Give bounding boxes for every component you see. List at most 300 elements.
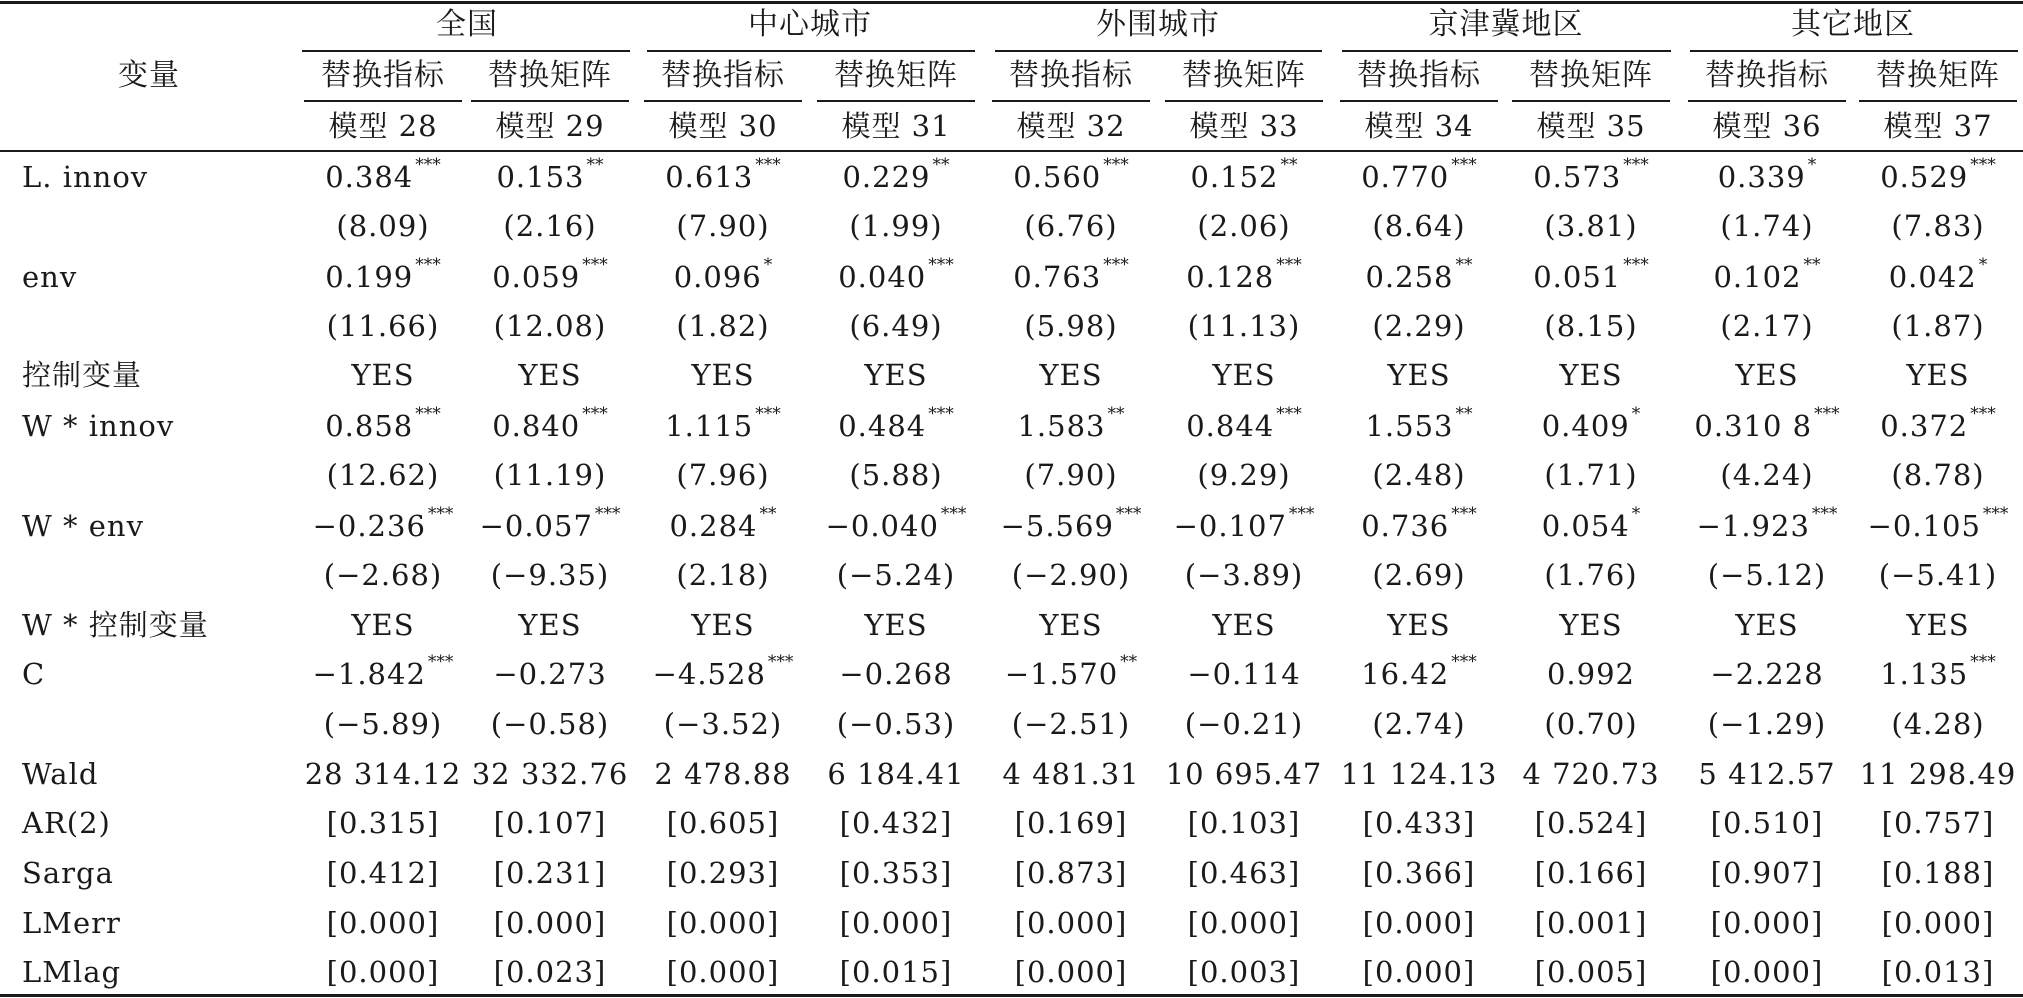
table-cell-value: [0.000] (1014, 955, 1128, 989)
table-cell-value: (7.90) (676, 209, 770, 243)
table-cell (1542, 501, 1641, 551)
table-cell-value: (7.96) (676, 458, 770, 492)
row-label (22, 152, 148, 202)
row-label-value: W * env (22, 509, 144, 543)
table-cell-value: YES (518, 358, 582, 392)
table-cell-value: YES (1387, 608, 1451, 642)
table-cell (1185, 550, 1304, 600)
table-cell-value: 0.096 (673, 260, 762, 294)
table-cell-value: (1.74) (1720, 209, 1814, 243)
subgroup-header-value: 替换指标 (1357, 58, 1481, 93)
group-header-value: 中心城市 (748, 7, 872, 42)
table-cell (654, 749, 791, 799)
table-cell (676, 450, 769, 500)
table-cell (1880, 152, 1996, 202)
table-cell-value: [0.463] (1187, 856, 1301, 890)
table-cell-value: 11 298.49 (1859, 757, 2017, 791)
row-label-value: W * 控制变量 (22, 608, 209, 642)
subgroup-header (1182, 51, 1306, 101)
table-cell (1185, 699, 1304, 749)
table-cell (327, 898, 440, 948)
table-cell (1387, 350, 1450, 400)
subgroup-header (488, 51, 612, 101)
table-cell-value: 0.153 (496, 160, 585, 194)
table-cell-value: (−9.35) (490, 558, 610, 592)
table-cell (665, 401, 781, 451)
table-cell (472, 749, 629, 799)
table-cell-value: 16.42 (1361, 657, 1450, 691)
significance-stars: * (1631, 404, 1641, 424)
table-cell (667, 848, 780, 898)
model-header-value: 模型 35 (1536, 109, 1646, 143)
table-cell-value: [0.003] (1187, 955, 1301, 989)
table-cell-value: [0.605] (666, 806, 780, 840)
table-cell-value: (2.06) (1197, 209, 1291, 243)
significance-stars: *** (415, 155, 441, 175)
table-cell (327, 450, 440, 500)
table-cell (691, 350, 754, 400)
significance-stars: *** (1970, 652, 1996, 672)
table-cell-value: (1.71) (1544, 458, 1638, 492)
table-cell (826, 501, 967, 551)
table-cell-value: (−5.12) (1707, 558, 1827, 592)
table-cell-value: 0.384 (325, 160, 414, 194)
table-cell-value: (9.29) (1197, 458, 1291, 492)
significance-stars: * (1978, 255, 1988, 275)
table-cell-value: [0.015] (839, 955, 953, 989)
table-cell (1559, 350, 1622, 400)
table-cell (1001, 501, 1142, 551)
table-cell-value: [0.000] (1014, 906, 1128, 940)
model-header-value: 模型 31 (841, 109, 951, 143)
table-cell-value: 0.844 (1186, 409, 1275, 443)
table-top-rule (0, 1, 2023, 4)
table-cell-value: 0.284 (669, 509, 758, 543)
table-cell (324, 550, 443, 600)
table-cell-value: [0.107] (493, 806, 607, 840)
row-label (22, 350, 142, 400)
table-cell-value: −0.273 (493, 657, 607, 691)
group-header (1429, 0, 1584, 50)
significance-stars: *** (594, 504, 621, 524)
table-cell (1891, 450, 1984, 500)
subgroup-header (1529, 51, 1653, 101)
table-cell (325, 252, 441, 302)
table-cell (1188, 301, 1301, 351)
significance-stars: *** (755, 404, 781, 424)
model-header (328, 101, 437, 151)
table-cell (840, 848, 953, 898)
table-cell (653, 649, 794, 699)
table-cell-value: (7.83) (1891, 209, 1985, 243)
significance-stars: *** (427, 652, 454, 672)
table-cell (1212, 350, 1275, 400)
table-cell (1372, 550, 1465, 600)
significance-stars: *** (427, 504, 454, 524)
table-cell (494, 301, 607, 351)
subgroup-header-value: 替换指标 (1009, 58, 1133, 93)
model-header (1712, 101, 1821, 151)
table-cell-value: (4.24) (1720, 458, 1814, 492)
table-cell (1372, 301, 1465, 351)
table-cell (324, 699, 443, 749)
row-label (22, 848, 114, 898)
table-cell (1365, 252, 1472, 302)
subgroup-header-value: 替换指标 (1705, 58, 1829, 93)
subgroup-header-value: 替换矩阵 (1529, 58, 1653, 93)
row-label (22, 749, 98, 799)
significance-stars: ** (1280, 155, 1298, 175)
significance-stars: *** (1103, 155, 1129, 175)
table-cell (1533, 252, 1649, 302)
row-label (22, 501, 144, 551)
table-cell (1697, 501, 1838, 551)
table-cell-value: YES (1735, 358, 1799, 392)
table-cell (1188, 848, 1301, 898)
table-cell (1708, 550, 1827, 600)
subgroup-header (1009, 51, 1133, 101)
table-cell (1535, 798, 1648, 848)
table-cell (1039, 350, 1102, 400)
table-cell-value: 0.199 (325, 260, 414, 294)
table-cell-value: [0.231] (493, 856, 607, 890)
table-cell-value: 1.553 (1365, 409, 1454, 443)
table-cell (1544, 201, 1637, 251)
table-cell (1720, 301, 1813, 351)
table-cell (1190, 152, 1297, 202)
significance-stars: ** (759, 504, 777, 524)
table-cell-value: [0.166] (1534, 856, 1648, 890)
table-cell-value: (−5.89) (323, 707, 443, 741)
significance-stars: ** (1455, 255, 1473, 275)
significance-stars: *** (1451, 652, 1477, 672)
table-cell-value: 0.840 (492, 409, 581, 443)
table-cell-value: −4.528 (652, 657, 766, 691)
table-cell-value: [0.000] (326, 955, 440, 989)
table-cell-value: [0.000] (1362, 955, 1476, 989)
row-label (22, 947, 121, 997)
table-cell-value: [0.000] (1881, 906, 1995, 940)
significance-stars: *** (1811, 504, 1838, 524)
table-cell (518, 350, 581, 400)
table-cell (1542, 401, 1641, 451)
table-cell (1535, 947, 1648, 997)
table-cell (1711, 848, 1824, 898)
table-cell (351, 350, 414, 400)
table-cell-value: [0.433] (1362, 806, 1476, 840)
table-cell-value: −5.569 (1000, 509, 1114, 543)
table-cell-value: (−0.53) (836, 707, 956, 741)
table-cell (837, 699, 956, 749)
table-cell (327, 947, 440, 997)
table-cell (1363, 898, 1476, 948)
table-cell (838, 252, 954, 302)
subgroup-header-value: 替换指标 (661, 58, 785, 93)
table-cell (494, 848, 607, 898)
table-cell (492, 252, 608, 302)
table-cell (1187, 649, 1300, 699)
significance-stars: *** (1623, 255, 1649, 275)
table-cell-value: 1.115 (665, 409, 754, 443)
table-cell (1188, 798, 1301, 848)
table-cell (1544, 699, 1637, 749)
table-cell-value: 0.054 (1541, 509, 1630, 543)
table-cell (1720, 450, 1813, 500)
table-cell (1188, 947, 1301, 997)
row-label-value: env (22, 260, 78, 294)
table-cell-value: YES (1906, 358, 1970, 392)
table-cell-value: [0.873] (1014, 856, 1128, 890)
table-cell-value: 0.560 (1013, 160, 1102, 194)
table-cell-value: (12.62) (326, 458, 440, 492)
table-cell (1015, 798, 1128, 848)
table-cell-value: 0.409 (1541, 409, 1630, 443)
table-cell-value: (8.15) (1544, 309, 1638, 343)
table-cell-value: [0.023] (493, 955, 607, 989)
table-cell (667, 798, 780, 848)
table-cell (1015, 848, 1128, 898)
table-cell (336, 201, 429, 251)
table-cell-value: 5 412.57 (1698, 757, 1836, 791)
group-header-value: 外围城市 (1096, 7, 1220, 42)
significance-stars: *** (1276, 404, 1302, 424)
table-cell (494, 798, 607, 848)
table-cell-value: 2 478.88 (654, 757, 792, 791)
table-cell-value: −0.040 (825, 509, 939, 543)
table-cell-value: (5.98) (1024, 309, 1118, 343)
table-cell (1372, 699, 1465, 749)
table-cell-value: 0.059 (492, 260, 581, 294)
table-cell (518, 600, 581, 650)
table-cell-value: [0.013] (1881, 955, 1995, 989)
table-cell (313, 501, 454, 551)
table-cell-value: 0.529 (1880, 160, 1969, 194)
row-label-value: LMerr (22, 906, 121, 940)
table-cell (1013, 252, 1129, 302)
table-cell-value: 0.102 (1713, 260, 1802, 294)
table-cell-value: (3.81) (1544, 209, 1638, 243)
subgroup-header-value: 替换矩阵 (834, 58, 958, 93)
subgroup-header (661, 51, 785, 101)
table-cell-value: −0.057 (479, 509, 593, 543)
table-cell (1535, 898, 1648, 948)
table-cell-value: YES (1039, 358, 1103, 392)
table-cell-value: 1.135 (1880, 657, 1969, 691)
table-cell-value: 28 314.12 (304, 757, 462, 791)
table-cell-value: (2.29) (1372, 309, 1466, 343)
table-cell-value: 0.051 (1533, 260, 1622, 294)
table-cell (1533, 152, 1649, 202)
table-cell-value: −0.236 (312, 509, 426, 543)
table-cell (1891, 301, 1984, 351)
table-cell (480, 501, 621, 551)
significance-stars: *** (1276, 255, 1302, 275)
table-cell (1365, 401, 1472, 451)
table-cell (327, 798, 440, 848)
table-cell (493, 649, 606, 699)
model-header-value: 模型 33 (1189, 109, 1299, 143)
significance-stars: *** (928, 404, 954, 424)
table-cell (1535, 848, 1648, 898)
table-cell-value: (2.17) (1720, 309, 1814, 343)
table-cell (840, 798, 953, 848)
model-header (495, 101, 604, 151)
significance-stars: *** (1623, 155, 1649, 175)
subgroup-header-value: 替换矩阵 (488, 58, 612, 93)
table-cell-value: [0.000] (1710, 955, 1824, 989)
table-cell (325, 401, 441, 451)
table-cell (674, 252, 773, 302)
significance-stars: *** (1451, 504, 1477, 524)
model-header-value: 模型 28 (328, 109, 438, 143)
table-cell-value: (−2.90) (1011, 558, 1131, 592)
model-header (1536, 101, 1645, 151)
table-cell (1868, 501, 2009, 551)
table-cell-value: 11 124.13 (1340, 757, 1498, 791)
table-cell-value: (−0.58) (490, 707, 610, 741)
table-cell (827, 749, 964, 799)
table-cell (1713, 252, 1820, 302)
table-cell (1735, 350, 1798, 400)
significance-stars: *** (582, 404, 608, 424)
table-cell-value: (−5.41) (1878, 558, 1998, 592)
significance-stars: * (763, 255, 773, 275)
table-cell-value: (11.13) (1187, 309, 1301, 343)
table-cell-value: (−3.52) (663, 707, 783, 741)
significance-stars: ** (1803, 255, 1821, 275)
table-cell (1860, 749, 2017, 799)
table-cell (491, 550, 610, 600)
table-cell-value: −1.923 (1696, 509, 1810, 543)
table-cell-value: [0.757] (1881, 806, 1995, 840)
row-label (22, 252, 77, 302)
group-header-value: 其它地区 (1791, 7, 1915, 42)
table-cell-value: [0.315] (326, 806, 440, 840)
table-cell-value: (2.48) (1372, 458, 1466, 492)
table-cell (1341, 749, 1498, 799)
table-cell-value: YES (351, 608, 415, 642)
table-cell (1882, 798, 1995, 848)
table-cell (1906, 600, 1969, 650)
table-cell (1387, 600, 1450, 650)
table-cell (676, 201, 769, 251)
table-cell-value: 0.858 (325, 409, 414, 443)
group-header-value: 全国 (436, 7, 498, 42)
table-cell (1024, 450, 1117, 500)
group-header (1096, 0, 1220, 50)
table-cell (1711, 947, 1824, 997)
table-cell-value: (6.76) (1024, 209, 1118, 243)
table-cell-value: YES (1039, 608, 1103, 642)
table-cell-value: 0.372 (1880, 409, 1969, 443)
table-cell (1547, 649, 1635, 699)
table-cell-value: YES (351, 358, 415, 392)
subgroup-header-value: 替换矩阵 (1182, 58, 1306, 93)
table-cell-value: (−1.29) (1707, 707, 1827, 741)
table-cell-value: (1.82) (676, 309, 770, 343)
table-cell (351, 600, 414, 650)
table-cell (494, 898, 607, 948)
table-cell (1880, 401, 1996, 451)
table-cell-value: (6.49) (849, 309, 943, 343)
table-cell (1544, 301, 1637, 351)
table-cell-value: YES (1906, 608, 1970, 642)
significance-stars: *** (1982, 504, 2009, 524)
table-cell-value: [0.188] (1881, 856, 1995, 890)
table-cell (838, 401, 954, 451)
significance-stars: *** (1970, 404, 1996, 424)
model-header (1364, 101, 1473, 151)
table-cell-value: −0.268 (839, 657, 953, 691)
significance-stars: *** (767, 652, 794, 672)
table-cell (665, 152, 781, 202)
table-cell (496, 152, 603, 202)
table-cell (503, 201, 596, 251)
significance-stars: *** (928, 255, 954, 275)
table-cell-value: [0.293] (666, 856, 780, 890)
table-cell-value: YES (864, 358, 928, 392)
table-cell (667, 898, 780, 948)
model-header-value: 模型 30 (668, 109, 778, 143)
significance-stars: *** (940, 504, 967, 524)
table-cell-value: [0.366] (1362, 856, 1476, 890)
table-cell-value: 0.128 (1186, 260, 1275, 294)
table-cell (1372, 450, 1465, 500)
table-cell-value: 0.763 (1013, 260, 1102, 294)
model-header (841, 101, 950, 151)
table-cell (1711, 798, 1824, 848)
table-cell-value: 0.339 (1717, 160, 1806, 194)
table-cell (1906, 350, 1969, 400)
row-label (22, 798, 111, 848)
table-cell-value: −0.114 (1187, 657, 1301, 691)
table-cell-value: (−0.21) (1184, 707, 1304, 741)
table-cell-value: 0.229 (842, 160, 931, 194)
group-header (436, 0, 498, 50)
table-cell (864, 600, 927, 650)
table-cell (1039, 600, 1102, 650)
table-cell-value: YES (1212, 358, 1276, 392)
table-cell-value: −0.107 (1173, 509, 1287, 543)
table-cell (325, 152, 441, 202)
table-cell (849, 201, 942, 251)
table-cell-value: (0.70) (1544, 707, 1638, 741)
table-cell-value: 0.152 (1190, 160, 1279, 194)
table-cell (492, 401, 608, 451)
table-cell (1544, 550, 1637, 600)
table-cell (1024, 201, 1117, 251)
significance-stars: *** (1103, 255, 1129, 275)
table-cell-value: 0.258 (1365, 260, 1454, 294)
model-header (1189, 101, 1298, 151)
table-cell (1015, 898, 1128, 948)
table-cell (1372, 201, 1465, 251)
table-cell-value: (8.09) (336, 209, 430, 243)
table-cell-value: 0.736 (1361, 509, 1450, 543)
significance-stars: *** (1115, 504, 1142, 524)
table-cell (1720, 201, 1813, 251)
table-cell (1024, 301, 1117, 351)
table-cell-value: YES (518, 608, 582, 642)
subgroup-header-value: 替换矩阵 (1876, 58, 2000, 93)
table-cell-value: [0.005] (1534, 955, 1648, 989)
row-label-value: L. innov (22, 160, 149, 194)
significance-stars: *** (582, 255, 608, 275)
table-cell-value: 10 695.47 (1165, 757, 1323, 791)
subgroup-header-value: 替换指标 (321, 58, 445, 93)
table-cell (1708, 699, 1827, 749)
table-cell-value: 0.310 8 (1694, 409, 1813, 443)
